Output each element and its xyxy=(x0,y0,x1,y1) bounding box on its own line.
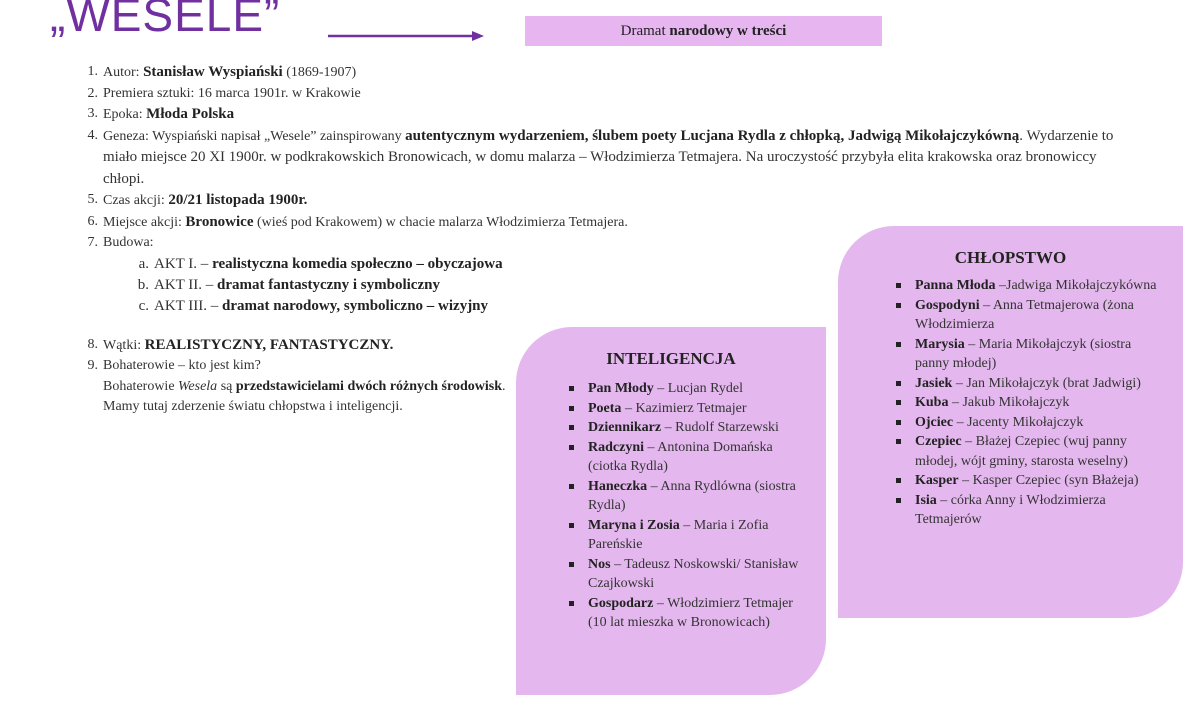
character-name: Maryna i Zosia xyxy=(588,517,680,533)
list-item-premiere xyxy=(50,84,1120,105)
chlopstwo-heading: CHŁOPSTWO xyxy=(954,248,1067,267)
character-desc: – Kazimierz Tetmajer xyxy=(621,400,747,416)
square-bullet-icon xyxy=(896,420,901,425)
square-bullet-icon xyxy=(569,425,574,430)
item-rest: . Wydarzenie to miało miejsce 20 XI 1900r. w podkrakowskich Bronowicach, w domu malarza – Włodzimierza Tetmajera. Na uroczystość przybyła elita krakowska oraz bronowiccy chłopi. xyxy=(103,127,1114,187)
list-item xyxy=(890,374,1160,394)
list-item xyxy=(563,516,803,555)
act-label: AKT II. – xyxy=(154,276,218,293)
list-number: a. xyxy=(138,255,149,272)
list-item xyxy=(890,413,1160,433)
item-bold: przedstawicielami dwóch różnych środowisk xyxy=(235,378,502,394)
item-bold: Bronowice xyxy=(185,213,254,230)
character-name: Gospodarz xyxy=(588,595,654,611)
act-bold: dramat fantastyczny i symboliczny xyxy=(217,276,440,293)
item-label: Budowa: xyxy=(103,235,154,250)
item-bold: 20/21 listopada 1900r. xyxy=(168,192,308,208)
list-number: 5. xyxy=(87,192,98,207)
character-name: Isia xyxy=(915,492,937,508)
item-bold: Stanisław Wyspiański xyxy=(143,64,283,80)
list-item xyxy=(890,393,1160,413)
square-bullet-icon xyxy=(569,406,574,411)
character-name: Jasiek xyxy=(915,375,953,391)
arrow-right-icon xyxy=(326,28,486,42)
square-bullet-icon xyxy=(896,381,901,386)
item-label: Wątki: xyxy=(103,337,145,353)
square-bullet-icon xyxy=(569,484,574,489)
list-number: 1. xyxy=(87,64,98,79)
character-desc: – Jacenty Mikołajczyk xyxy=(953,414,1084,430)
genre-prefix: Dramat xyxy=(620,23,670,39)
item-label: Czas akcji: xyxy=(103,193,169,208)
character-desc: – Tadeusz Noskowski/ Stanisław Czajkowski xyxy=(588,556,799,591)
square-bullet-icon xyxy=(569,562,574,567)
character-name: Kuba xyxy=(915,395,949,410)
character-name: Haneczka xyxy=(588,478,648,494)
list-number: 3. xyxy=(87,106,98,121)
list-item-epoch xyxy=(50,104,1120,126)
list-number: 4. xyxy=(87,127,98,143)
character-name: Radczyni xyxy=(588,439,644,455)
character-desc: – Anna Tetmajerowa (żona Włodzimierza xyxy=(915,297,1134,332)
list-number: 9. xyxy=(87,358,98,373)
list-number: 2. xyxy=(87,85,98,101)
square-bullet-icon xyxy=(896,400,901,405)
item-label: Miejsce akcji: xyxy=(103,214,186,230)
act-label: AKT I. – xyxy=(154,255,213,272)
list-item xyxy=(563,379,803,399)
character-name: Marysia xyxy=(915,336,965,352)
act-bold: realistyczna komedia społeczno – obyczajowa xyxy=(212,255,503,272)
character-desc: – Maria i Zofia Pareńskie xyxy=(588,517,769,552)
square-bullet-icon xyxy=(569,523,574,528)
character-name: Pan Młody xyxy=(588,381,654,396)
genre-bold: narodowy w treści xyxy=(669,23,787,39)
character-name: Gospodyni xyxy=(915,297,980,313)
character-desc: – Antonina Domańska (ciotka Rydla) xyxy=(588,439,773,474)
character-desc: – Włodzimierz Tetmajer (10 lat mieszka w Bronowicach) xyxy=(588,595,793,630)
character-desc: – Lucjan Rydel xyxy=(653,381,743,396)
list-item xyxy=(890,432,1160,471)
item-text: . Mamy tutaj zderzenie światu chłopstwa i inteligencji. xyxy=(103,378,506,414)
item-label: Autor: xyxy=(103,65,144,80)
character-name: Dziennikarz xyxy=(588,420,662,435)
list-item-genesis xyxy=(50,126,1120,191)
square-bullet-icon xyxy=(569,445,574,450)
list-number: 6. xyxy=(87,213,98,229)
square-bullet-icon xyxy=(896,439,901,444)
genre-box xyxy=(525,16,882,46)
list-item xyxy=(563,399,803,419)
character-desc: – Jakub Mikołajczyk xyxy=(948,395,1070,410)
list-item-characters xyxy=(50,356,513,418)
item-rest: (wieś pod Krakowem) w chacie malarza Włodzimierza Tetmajera. xyxy=(253,214,628,230)
act-label: AKT III. – xyxy=(154,297,223,314)
inteligencja-box xyxy=(516,327,826,695)
inteligencja-list xyxy=(563,379,803,633)
item-label: Bohaterowie – kto jest kim? xyxy=(103,358,261,373)
item-label: Premiera sztuki: 16 marca 1901r. w Krakowie xyxy=(103,85,361,101)
list-item xyxy=(563,477,803,516)
character-name: Ojciec xyxy=(915,414,954,430)
list-item xyxy=(890,491,1160,530)
chlopstwo-box xyxy=(838,226,1183,618)
character-desc: –Jadwiga Mikołajczykówna xyxy=(995,278,1157,293)
square-bullet-icon xyxy=(896,478,901,483)
character-name: Nos xyxy=(588,556,611,572)
list-item xyxy=(890,296,1160,335)
list-item-author xyxy=(50,62,1120,84)
list-item xyxy=(890,335,1160,374)
character-desc: – Rudolf Starzewski xyxy=(661,420,779,435)
square-bullet-icon xyxy=(569,386,574,391)
character-desc: – Anna Rydlówna (siostra Rydla) xyxy=(588,478,796,513)
list-item xyxy=(563,438,803,477)
square-bullet-icon xyxy=(896,342,901,347)
chlopstwo-list xyxy=(890,276,1160,530)
item-bold: Młoda Polska xyxy=(146,106,235,122)
character-desc: – Błażej Czepiec (wuj panny młodej, wójt gminy, starosta weselny) xyxy=(915,434,1128,469)
list-number: 8. xyxy=(87,336,98,352)
list-item xyxy=(890,471,1160,491)
square-bullet-icon xyxy=(569,601,574,606)
inteligencja-heading: INTELIGENCJA xyxy=(606,349,736,368)
character-desc: – Jan Mikołajczyk (brat Jadwigi) xyxy=(952,375,1141,391)
character-desc: – córka Anny i Włodzimierza Tetmajerów xyxy=(915,492,1106,527)
character-name: Poeta xyxy=(588,400,622,416)
list-number: b. xyxy=(137,276,149,293)
character-name: Panna Młoda xyxy=(915,278,996,293)
list-number: 7. xyxy=(87,235,98,250)
page-title: „WESELE” xyxy=(50,0,281,41)
list-item-time xyxy=(50,190,1120,212)
character-desc: – Maria Mikołajczyk (siostra panny młodej) xyxy=(915,336,1132,371)
square-bullet-icon xyxy=(896,498,901,503)
item-text: Bohaterowie xyxy=(103,378,179,394)
item-label: Epoka: xyxy=(103,107,147,122)
square-bullet-icon xyxy=(896,283,901,288)
character-name: Kasper xyxy=(915,473,959,488)
list-item xyxy=(563,555,803,594)
item-bold: REALISTYCZNY, FANTASTYCZNY. xyxy=(144,336,394,353)
act-bold: dramat narodowy, symboliczno – wizyjny xyxy=(222,297,489,314)
item-text: są xyxy=(217,378,236,394)
list-item xyxy=(563,418,803,438)
character-name: Czepiec xyxy=(915,434,962,449)
character-desc: – Kasper Czepiec (syn Błażeja) xyxy=(958,473,1139,488)
square-bullet-icon xyxy=(896,303,901,308)
list-item xyxy=(890,276,1160,296)
item-label: Geneza: Wyspiański napisał „Wesele” zainspirowany xyxy=(103,128,406,144)
list-item xyxy=(563,594,803,633)
list-number: c. xyxy=(138,297,149,314)
item-bold: autentycznym wydarzeniem, ślubem poety Lucjana Rydla z chłopką, Jadwigą Mikołajczykówną xyxy=(405,127,1020,144)
item-rest: (1869-1907) xyxy=(282,65,357,80)
item-italic: Wesela xyxy=(178,378,218,394)
